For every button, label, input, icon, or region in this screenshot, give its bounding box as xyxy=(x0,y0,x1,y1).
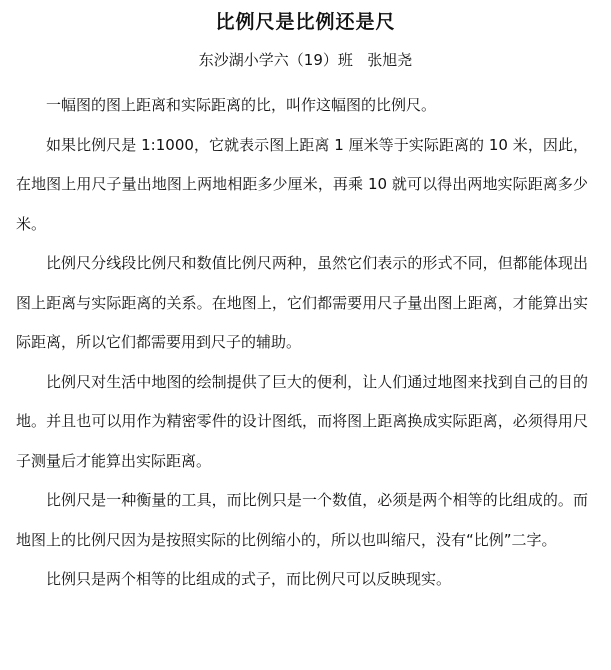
paragraph-conclusion: 比例只是两个相等的比组成的式子，而比例尺可以反映现实。 xyxy=(46,570,452,588)
paragraph-definition: 一幅图的图上距离和实际距离的比，叫作这幅图的比例尺。 xyxy=(46,96,437,114)
paragraph-difference: 比例尺是一种衡量的工具，而比例只是一个数值，必须是两个相等的比组成的。而地图上的比例尺因为是按照实际的比例缩小的，所以也叫缩尺，没有“比例”二字。 xyxy=(16,491,588,549)
paragraph-types: 比例尺分线段比例尺和数值比例尺两种，虽然它们表示的形式不同，但都能体现出图上距离与实际距离的关系。在地图上，它们都需要用尺子量出图上距离，才能算出实际距离，所以它们都需要用到尺子的辅助。 xyxy=(16,254,588,351)
document-title: 比例尺是比例还是尺 xyxy=(215,11,396,33)
paragraph-example: 如果比例尺是 1:1000，它就表示图上距离 1 厘米等于实际距离的 10 米，因此，在地图上用尺子量出地图上两地相距多少厘米，再乘 10 就可以得出两地实际距离多少米。 xyxy=(16,135,588,233)
paragraph-uses: 比例尺对生活中地图的绘制提供了巨大的便利，让人们通过地图来找到自己的目的地。并且也可以用作为精密零件的设计图纸，而将图上距离换成实际距离，必须得用尺子测量后才能算出实际距离。 xyxy=(16,372,588,470)
author-line: 东沙湖小学六（19）班 张旭尧 xyxy=(198,51,413,69)
document-body xyxy=(16,86,588,600)
